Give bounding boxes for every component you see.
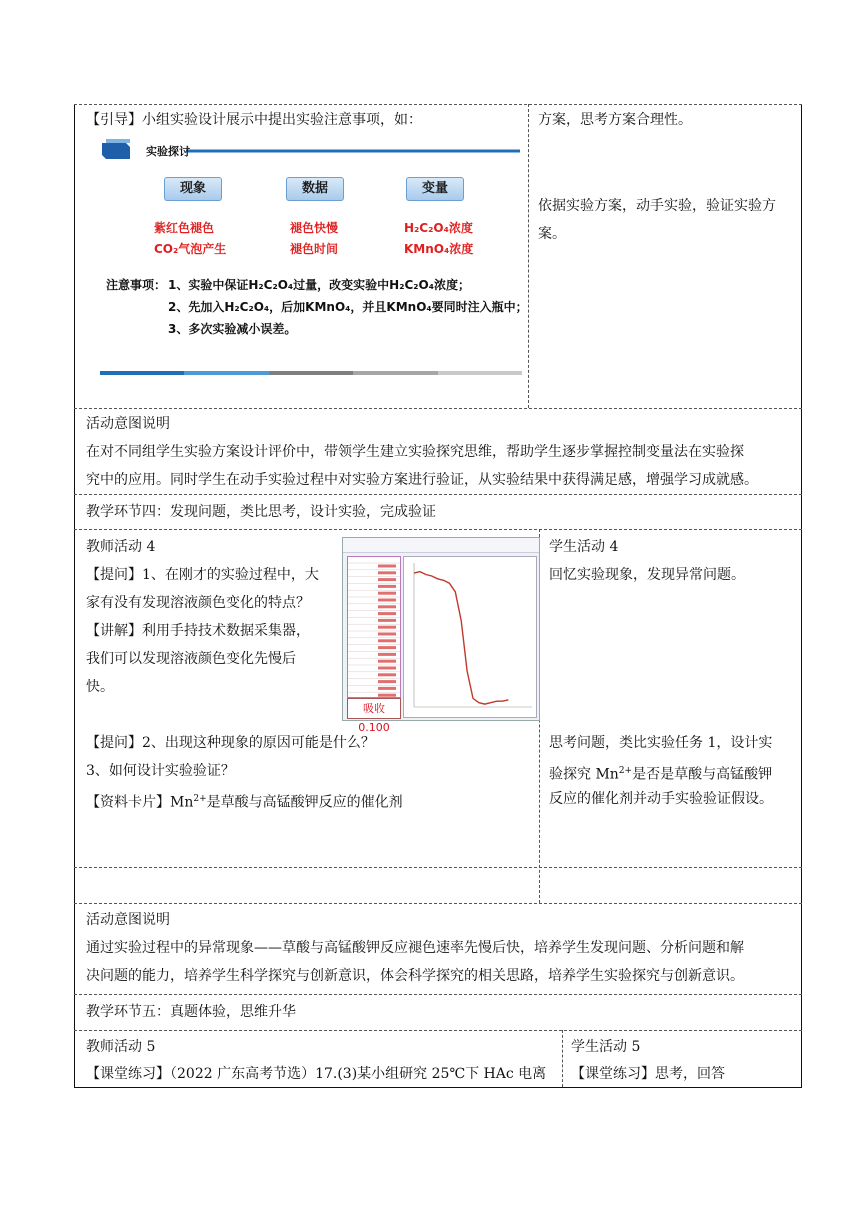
footer-bar-segment	[353, 371, 437, 375]
row-divider	[74, 903, 802, 904]
intent-text: 在对不同组学生实验方案设计评价中，带领学生建立实验探究思维，帮助学生逐步掌握控制变量法在实验探	[86, 444, 744, 460]
table-cell-value	[378, 599, 396, 602]
student-superscript: 2+	[618, 766, 633, 776]
absorbance-curve-plot	[404, 557, 536, 717]
row-divider	[74, 494, 802, 495]
student-activity-title: 学生活动 5	[571, 1039, 641, 1055]
data-item: 褪色时间	[290, 242, 339, 256]
stage-title: 教学环节五：真题体验，思维升华	[86, 1004, 296, 1020]
card-prefix: 【资料卡片】Mn	[86, 794, 194, 811]
teacher-text: 【讲解】利用手持技术数据采集器，	[86, 623, 310, 639]
phenomenon-item: CO₂气泡产生	[154, 242, 227, 256]
teacher-text: 【提问】1、在刚才的实验过程中，大	[86, 567, 319, 583]
guide-text: 【引导】小组实验设计展示中提出实验注意事项，如：	[86, 112, 422, 128]
row-divider	[74, 408, 802, 409]
table-cell-value	[378, 619, 396, 622]
row-divider	[74, 867, 802, 868]
table-cell-value	[378, 660, 396, 663]
footer-bar-segment	[269, 371, 353, 375]
table-cell-value	[378, 687, 396, 690]
student-text	[549, 761, 772, 785]
footer-bar-segment	[100, 371, 184, 375]
teacher-text: 【课堂练习】（2022 广东高考节选）17.(3)某小组研究 25℃下 HAc 电离	[86, 1066, 547, 1082]
row-divider	[74, 529, 802, 530]
table-cell-value	[378, 585, 396, 588]
teacher-activity-title: 教师活动 5	[86, 1039, 156, 1055]
screenshot-plot	[403, 556, 537, 718]
absorbance-readout: 吸收 0.100	[347, 698, 401, 719]
row-divider	[74, 994, 802, 995]
teacher-text	[86, 789, 403, 813]
data-logger-screenshot	[342, 537, 540, 734]
table-cell-value	[378, 578, 396, 581]
header-pill: 变量	[406, 177, 464, 201]
col-divider	[528, 104, 529, 408]
table-cell-value	[378, 646, 396, 649]
student-text: 依据实验方案，动手实验，验证实验方	[538, 198, 776, 214]
screenshot-menu-bar	[343, 538, 539, 553]
teacher-text: 【提问】2、出现这种现象的原因可能是什么？	[86, 735, 375, 751]
student-text: 反应的催化剂并动手实验验证假设。	[549, 791, 773, 807]
table-cell-value	[378, 673, 396, 676]
student-activity-title: 学生活动 4	[549, 539, 619, 555]
student-text: 思考问题，类比实验任务 1，设计实	[549, 735, 773, 751]
teacher-activity-title: 教师活动 4	[86, 539, 156, 555]
table-cell-value	[378, 571, 396, 574]
table-cell-value	[378, 592, 396, 595]
phenomenon-item: 紫红色褪色	[154, 221, 215, 235]
footer-bar-segment	[184, 371, 268, 375]
intent-title: 活动意图说明	[86, 912, 170, 928]
table-cell-value	[378, 565, 396, 568]
student-text: 回忆实验现象，发现异常问题。	[549, 567, 745, 583]
col-divider	[562, 1030, 563, 1087]
table-cell-value	[378, 626, 396, 629]
teacher-text: 快。	[86, 679, 114, 695]
absorbance-curve	[414, 572, 508, 705]
table-cell-value	[378, 639, 396, 642]
table-cell-value	[378, 680, 396, 683]
stage-title: 教学环节四：发现问题，类比思考，设计实验，完成验证	[86, 504, 436, 520]
teacher-text: 我们可以发现溶液颜色变化先慢后	[86, 651, 296, 667]
intent-text: 决问题的能力，培养学生科学探究与创新意识，体会科学探究的相关思路，培养学生实验探究与创新意识。	[86, 968, 744, 984]
table-grid	[348, 557, 400, 697]
variable-item: KMnO₄浓度	[404, 242, 474, 256]
slide-image	[100, 135, 528, 377]
notes-label: 注意事项：	[106, 278, 167, 292]
table-left-border	[74, 104, 75, 1088]
card-superscript: 2+	[193, 794, 207, 804]
header-pill: 现象	[164, 177, 222, 201]
table-cell-value	[378, 605, 396, 608]
table-cell-value	[378, 653, 396, 656]
table-bottom-border	[74, 1087, 802, 1088]
table-right-border	[801, 104, 802, 1088]
table-top-border	[74, 104, 802, 105]
table-cell-value	[378, 667, 396, 670]
slide-footer-bar	[100, 371, 522, 375]
table-cell-value	[378, 633, 396, 636]
teacher-text: 3、如何设计实验验证？	[86, 763, 235, 779]
note-item: 1、实验中保证H₂C₂O₄过量，改变实验中H₂C₂O₄浓度；	[168, 278, 470, 292]
student-suffix: 是否是草酸与高锰酸钾	[632, 766, 773, 783]
data-item: 褪色快慢	[290, 221, 339, 235]
note-item: 2、先加入H₂C₂O₄，后加KMnO₄，并且KMnO₄要同时注入瓶中；	[168, 300, 528, 314]
intent-text: 通过实验过程中的异常现象——草酸与高锰酸钾反应褪色速率先慢后快，培养学生发现问题、分析问题和解	[86, 940, 744, 956]
row-divider	[74, 1030, 802, 1031]
student-prefix: 验探究 Mn	[549, 766, 619, 783]
card-suffix: 是草酸与高锰酸钾反应的催化剂	[206, 794, 403, 811]
student-text: 【课堂练习】思考，回答	[571, 1066, 725, 1082]
student-text: 案。	[538, 226, 566, 242]
table-cell-value	[378, 694, 396, 697]
table-cell-value	[378, 612, 396, 615]
student-text: 方案，思考方案合理性。	[538, 112, 692, 128]
footer-bar-segment	[438, 371, 522, 375]
variable-item: H₂C₂O₄浓度	[404, 221, 473, 235]
teacher-text: 家有没有发现溶液颜色变化的特点？	[86, 595, 310, 611]
intent-text: 究中的应用。同时学生在动手实验过程中对实验方案进行验证，从实验结果中获得满足感，增强学习成就感。	[86, 472, 758, 488]
intent-title: 活动意图说明	[86, 416, 170, 432]
screenshot-data-table	[347, 556, 401, 698]
section-title: 实验探讨	[146, 145, 190, 158]
note-item: 3、多次实验减小误差。	[168, 322, 297, 336]
header-pill: 数据	[286, 177, 344, 201]
